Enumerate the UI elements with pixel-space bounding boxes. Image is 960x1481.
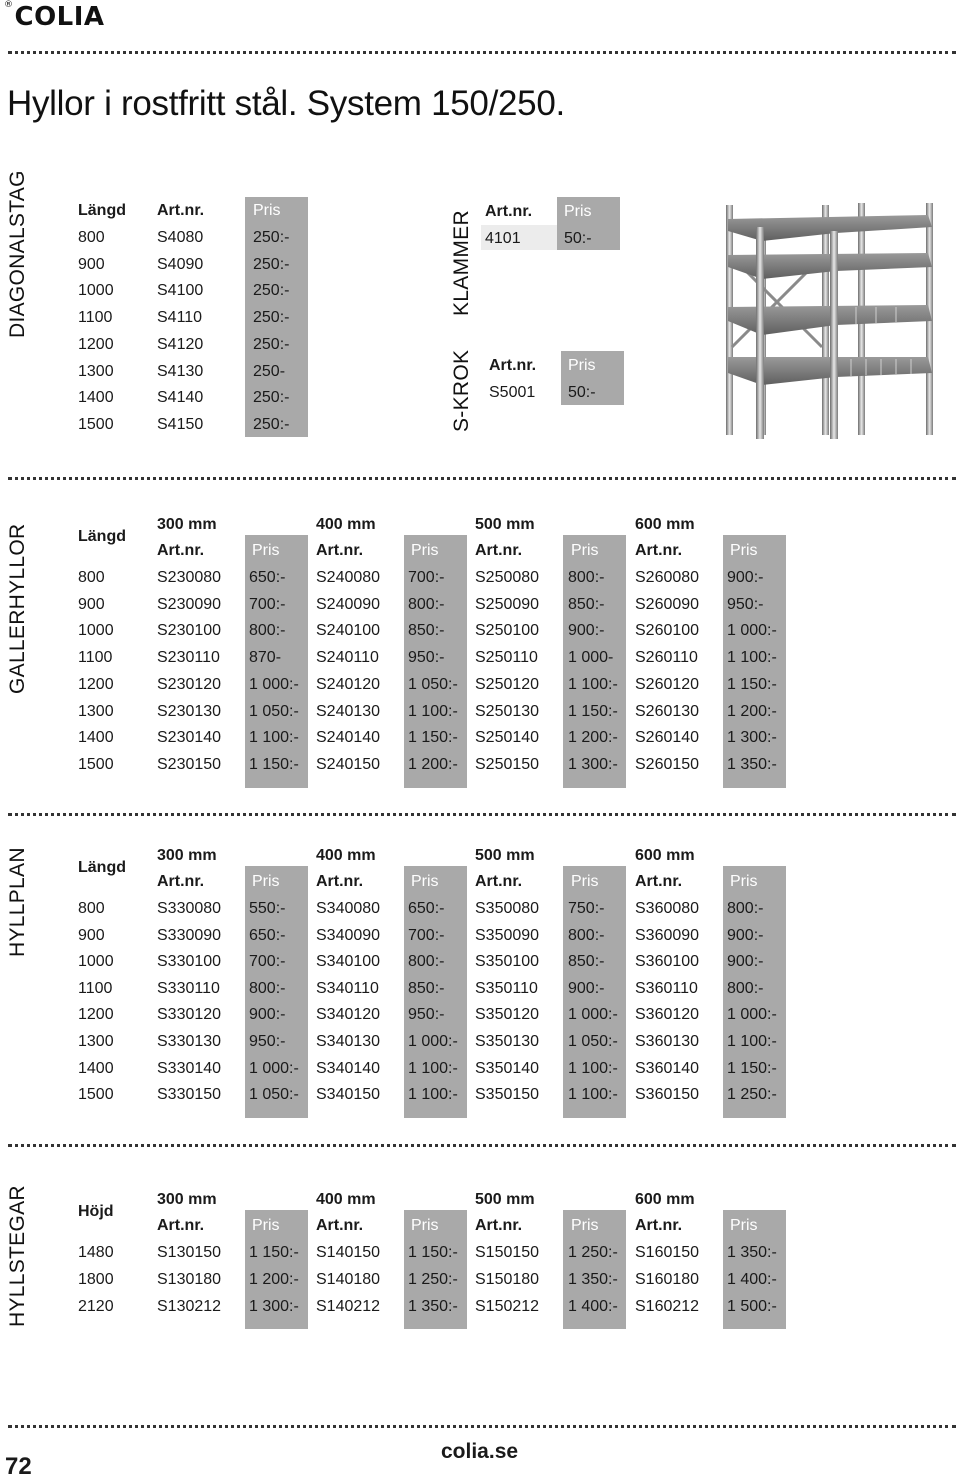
s-krok-art-value: S5001 (489, 384, 536, 401)
gallerhyllor-price-cell: 1 150:- (249, 756, 299, 773)
section-divider (8, 813, 956, 816)
section-label-hyllplan: HYLLPLAN (6, 847, 29, 957)
diagonalstag-art-cell: S4090 (157, 256, 204, 273)
diagonalstag-price-cell: 250:- (253, 389, 290, 406)
hyllstegar-price-cell: 1 250:- (408, 1271, 458, 1288)
hyllplan-art-cell: S350120 (475, 1006, 540, 1023)
diagonalstag-length-cell: 1200 (78, 336, 114, 353)
hyllplan-size-header: 600 mm (635, 847, 695, 864)
diagonalstag-art-cell: S4130 (157, 363, 204, 380)
hyllplan-art-cell: S350090 (475, 927, 540, 944)
hyllstegar-art-cell: S130212 (157, 1298, 222, 1315)
gallerhyllor-length-header: Längd (78, 528, 126, 545)
hyllstegar-price-cell: 1 400:- (727, 1271, 777, 1288)
hyllstegar-length-cell: 1800 (78, 1271, 114, 1288)
diagonalstag-price-cell: 250:- (253, 336, 290, 353)
gallerhyllor-price-cell: 870- (249, 649, 282, 666)
gallerhyllor-art-cell: S240130 (316, 703, 381, 720)
hyllplan-price-cell: 900:- (249, 1006, 286, 1023)
hyllstegar-price-cell: 1 250:- (568, 1244, 618, 1261)
section-divider (8, 1144, 956, 1147)
klammer-art-header: Art.nr. (485, 203, 533, 220)
hyllstegar-price-cell: 1 350:- (568, 1271, 618, 1288)
hyllplan-art-cell: S360090 (635, 927, 700, 944)
gallerhyllor-art-cell: S250110 (475, 649, 538, 666)
hyllplan-price-cell: 800:- (408, 953, 445, 970)
gallerhyllor-art-cell: S240090 (316, 596, 381, 613)
hyllplan-art-cell: S360080 (635, 900, 700, 917)
hyllstegar-price-cell: 1 300:- (249, 1298, 299, 1315)
diagonalstag-length-cell: 1300 (78, 363, 114, 380)
section-label-hyllstegar: HYLLSTEGAR (6, 1185, 29, 1327)
diagonalstag-art-cell: S4120 (157, 336, 204, 353)
hyllplan-price-cell: 650:- (408, 900, 445, 917)
s-krok-art-header: Art.nr. (489, 357, 537, 374)
hyllstegar-price-header: Pris (571, 1217, 599, 1234)
gallerhyllor-art-cell: S230150 (157, 756, 222, 773)
hyllstegar-price-cell: 1 400:- (568, 1298, 618, 1315)
gallerhyllor-price-cell: 1 100:- (568, 676, 618, 693)
hyllstegar-price-cell: 1 200:- (249, 1271, 299, 1288)
gallerhyllor-price-cell: 1 150:- (568, 703, 618, 720)
gallerhyllor-length-cell: 1400 (78, 729, 114, 746)
diagonalstag-length-cell: 1500 (78, 416, 114, 433)
section-label-diagonalstag: DIAGONALSTAG (6, 170, 29, 338)
hyllplan-price-header: Pris (571, 873, 599, 890)
hyllplan-art-cell: S340130 (316, 1033, 381, 1050)
hyllplan-art-cell: S360100 (635, 953, 700, 970)
hyllplan-price-cell: 550:- (249, 900, 286, 917)
gallerhyllor-art-cell: S230130 (157, 703, 222, 720)
hyllplan-price-cell: 750:- (568, 900, 605, 917)
hyllstegar-length-cell: 2120 (78, 1298, 114, 1315)
hyllplan-length-cell: 800 (78, 900, 105, 917)
hyllplan-price-cell: 1 250:- (727, 1086, 777, 1103)
gallerhyllor-price-header: Pris (730, 542, 758, 559)
diagonalstag-length-cell: 1000 (78, 282, 114, 299)
hyllplan-art-cell: S330150 (157, 1086, 222, 1103)
gallerhyllor-art-cell: S230090 (157, 596, 222, 613)
hyllplan-price-cell: 1 100:- (568, 1086, 618, 1103)
hyllplan-price-cell: 1 000:- (408, 1033, 458, 1050)
hyllstegar-size-header: 600 mm (635, 1191, 695, 1208)
diagonalstag-price-cell: 250:- (253, 416, 290, 433)
hyllplan-art-cell: S350140 (475, 1060, 540, 1077)
hyllstegar-size-header: 500 mm (475, 1191, 535, 1208)
gallerhyllor-price-cell: 850:- (568, 596, 605, 613)
gallerhyllor-art-cell: S240120 (316, 676, 381, 693)
page-title: Hyllor i rostfritt stål. System 150/250. (7, 84, 565, 123)
gallerhyllor-price-cell: 1 300:- (727, 729, 777, 746)
s-krok-price-header: Pris (568, 357, 596, 374)
gallerhyllor-price-cell: 1 000- (568, 649, 614, 666)
hyllplan-art-cell: S330120 (157, 1006, 222, 1023)
hyllplan-art-cell: S350100 (475, 953, 540, 970)
colia-logo: ®COLIA (4, 0, 105, 32)
hyllplan-art-cell: S360130 (635, 1033, 700, 1050)
hyllplan-art-cell: S330100 (157, 953, 222, 970)
hyllstegar-art-cell: S140212 (316, 1298, 381, 1315)
hyllstegar-length-header: Höjd (78, 1203, 114, 1220)
hyllplan-price-cell: 850:- (568, 953, 605, 970)
gallerhyllor-art-cell: S230140 (157, 729, 222, 746)
hyllstegar-art-cell: S150212 (475, 1298, 540, 1315)
gallerhyllor-price-header: Pris (571, 542, 599, 559)
gallerhyllor-price-cell: 1 200:- (727, 703, 777, 720)
klammer-art-value: 4101 (485, 230, 521, 247)
gallerhyllor-art-cell: S230110 (157, 649, 220, 666)
gallerhyllor-price-cell: 950:- (408, 649, 445, 666)
hyllstegar-art-cell: S140150 (316, 1244, 381, 1261)
hyllstegar-price-cell: 1 500:- (727, 1298, 777, 1315)
diagonalstag-length-cell: 1100 (78, 309, 113, 326)
hyllplan-art-cell: S330110 (157, 980, 220, 997)
section-divider (8, 477, 956, 480)
gallerhyllor-price-cell: 1 200:- (568, 729, 618, 746)
hyllplan-art-cell: S340110 (316, 980, 379, 997)
hyllplan-art-cell: S340140 (316, 1060, 381, 1077)
s-krok-price-value: 50:- (568, 384, 596, 401)
gallerhyllor-price-cell: 800:- (408, 596, 445, 613)
hyllplan-art-header: Art.nr. (316, 873, 364, 890)
gallerhyllor-price-cell: 650:- (249, 569, 286, 586)
gallerhyllor-length-cell: 1200 (78, 676, 114, 693)
hyllplan-price-cell: 950:- (249, 1033, 286, 1050)
hyllplan-art-header: Art.nr. (635, 873, 683, 890)
diagonalstag-length-cell: 900 (78, 256, 105, 273)
hyllstegar-art-header: Art.nr. (635, 1217, 683, 1234)
hyllplan-art-cell: S340090 (316, 927, 381, 944)
diagonalstag-price-cell: 250:- (253, 282, 290, 299)
gallerhyllor-length-cell: 1000 (78, 622, 114, 639)
gallerhyllor-length-cell: 1300 (78, 703, 114, 720)
gallerhyllor-art-cell: S250120 (475, 676, 540, 693)
hyllstegar-price-cell: 1 350:- (727, 1244, 777, 1261)
diagonalstag-art-cell: S4080 (157, 229, 204, 246)
hyllplan-price-cell: 1 100:- (408, 1086, 458, 1103)
gallerhyllor-price-cell: 800:- (249, 622, 286, 639)
hyllplan-length-cell: 1500 (78, 1086, 114, 1103)
hyllstegar-art-header: Art.nr. (475, 1217, 523, 1234)
gallerhyllor-price-cell: 900:- (727, 569, 764, 586)
hyllplan-length-header: Längd (78, 859, 126, 876)
gallerhyllor-price-cell: 1 200:- (408, 756, 458, 773)
gallerhyllor-art-cell: S240100 (316, 622, 381, 639)
hyllplan-art-cell: S350080 (475, 900, 540, 917)
hyllplan-length-cell: 900 (78, 927, 105, 944)
hyllplan-price-cell: 1 100:- (568, 1060, 618, 1077)
hyllplan-art-cell: S360120 (635, 1006, 700, 1023)
hyllplan-art-cell: S340080 (316, 900, 381, 917)
diagonalstag-art-cell: S4150 (157, 416, 204, 433)
hyllplan-price-cell: 950:- (408, 1006, 445, 1023)
diagonalstag-length-header: Längd (78, 202, 126, 219)
hyllplan-length-cell: 1200 (78, 1006, 114, 1023)
hyllplan-price-cell: 900:- (727, 927, 764, 944)
hyllstegar-price-header: Pris (411, 1217, 439, 1234)
hyllplan-price-cell: 1 000:- (568, 1006, 618, 1023)
hyllplan-art-cell: S340100 (316, 953, 381, 970)
gallerhyllor-art-cell: S250100 (475, 622, 540, 639)
hyllplan-price-cell: 1 150:- (727, 1060, 777, 1077)
gallerhyllor-art-cell: S260120 (635, 676, 700, 693)
hyllplan-price-header: Pris (730, 873, 758, 890)
hyllplan-art-header: Art.nr. (157, 873, 205, 890)
gallerhyllor-size-header: 400 mm (316, 516, 376, 533)
hyllstegar-price-cell: 1 350:- (408, 1298, 458, 1315)
diagonalstag-length-cell: 800 (78, 229, 105, 246)
hyllplan-price-header: Pris (411, 873, 439, 890)
gallerhyllor-art-cell: S250090 (475, 596, 540, 613)
diagonalstag-price-cell: 250:- (253, 309, 290, 326)
gallerhyllor-price-header: Pris (411, 542, 439, 559)
top-dotted-divider (8, 51, 956, 54)
hyllplan-price-cell: 800:- (727, 900, 764, 917)
gallerhyllor-price-cell: 1 350:- (727, 756, 777, 773)
hyllstegar-art-cell: S130150 (157, 1244, 222, 1261)
hyllplan-length-cell: 1300 (78, 1033, 114, 1050)
gallerhyllor-art-header: Art.nr. (316, 542, 364, 559)
diagonalstag-price-header: Pris (253, 202, 281, 219)
hyllplan-art-cell: S340150 (316, 1086, 381, 1103)
section-label-s-krok: S-KROK (450, 349, 473, 432)
diagonalstag-art-header: Art.nr. (157, 202, 205, 219)
gallerhyllor-length-cell: 900 (78, 596, 105, 613)
hyllplan-art-cell: S360140 (635, 1060, 700, 1077)
gallerhyllor-art-cell: S250140 (475, 729, 540, 746)
hyllplan-price-cell: 1 050:- (568, 1033, 618, 1050)
klammer-price-header: Pris (564, 203, 592, 220)
page-number: 72 (5, 1453, 32, 1480)
hyllplan-art-cell: S360110 (635, 980, 698, 997)
hyllstegar-length-cell: 1480 (78, 1244, 114, 1261)
hyllplan-price-cell: 700:- (408, 927, 445, 944)
gallerhyllor-art-cell: S230100 (157, 622, 222, 639)
hyllstegar-price-header: Pris (730, 1217, 758, 1234)
gallerhyllor-art-cell: S240080 (316, 569, 381, 586)
hyllstegar-art-cell: S160212 (635, 1298, 700, 1315)
hyllplan-art-cell: S350150 (475, 1086, 540, 1103)
gallerhyllor-art-cell: S260090 (635, 596, 700, 613)
gallerhyllor-art-cell: S240110 (316, 649, 379, 666)
hyllplan-price-cell: 800:- (727, 980, 764, 997)
gallerhyllor-art-cell: S230080 (157, 569, 222, 586)
gallerhyllor-price-cell: 1 050:- (249, 703, 299, 720)
gallerhyllor-art-cell: S240150 (316, 756, 381, 773)
hyllplan-price-cell: 700:- (249, 953, 286, 970)
gallerhyllor-art-cell: S260080 (635, 569, 700, 586)
gallerhyllor-art-header: Art.nr. (475, 542, 523, 559)
hyllplan-length-cell: 1400 (78, 1060, 114, 1077)
gallerhyllor-art-header: Art.nr. (635, 542, 683, 559)
gallerhyllor-price-cell: 900:- (568, 622, 605, 639)
gallerhyllor-price-cell: 1 000:- (727, 622, 777, 639)
hyllplan-art-cell: S330130 (157, 1033, 222, 1050)
hyllstegar-price-cell: 1 150:- (408, 1244, 458, 1261)
section-label-gallerhyllor: GALLERHYLLOR (6, 523, 29, 694)
gallerhyllor-price-cell: 850:- (408, 622, 445, 639)
hyllstegar-art-cell: S150180 (475, 1271, 540, 1288)
hyllplan-price-cell: 900:- (568, 980, 605, 997)
hyllplan-price-header: Pris (252, 873, 280, 890)
hyllstegar-price-header: Pris (252, 1217, 280, 1234)
hyllstegar-art-cell: S140180 (316, 1271, 381, 1288)
hyllplan-art-cell: S330090 (157, 927, 222, 944)
diagonalstag-art-cell: S4110 (157, 309, 203, 326)
hyllplan-art-cell: S330140 (157, 1060, 222, 1077)
gallerhyllor-price-cell: 1 050:- (408, 676, 458, 693)
gallerhyllor-size-header: 500 mm (475, 516, 535, 533)
gallerhyllor-art-cell: S260150 (635, 756, 700, 773)
hyllplan-art-cell: S350130 (475, 1033, 540, 1050)
hyllplan-size-header: 400 mm (316, 847, 376, 864)
hyllstegar-price-cell: 1 150:- (249, 1244, 299, 1261)
gallerhyllor-price-cell: 1 150:- (408, 729, 458, 746)
hyllplan-length-cell: 1000 (78, 953, 114, 970)
hyllplan-price-cell: 650:- (249, 927, 286, 944)
hyllstegar-size-header: 400 mm (316, 1191, 376, 1208)
gallerhyllor-price-cell: 700:- (249, 596, 286, 613)
hyllplan-price-cell: 1 050:- (249, 1086, 299, 1103)
gallerhyllor-length-cell: 1500 (78, 756, 114, 773)
hyllplan-price-cell: 1 100:- (408, 1060, 458, 1077)
gallerhyllor-price-cell: 1 000:- (249, 676, 299, 693)
hyllplan-art-cell: S330080 (157, 900, 222, 917)
hyllplan-art-cell: S350110 (475, 980, 538, 997)
section-label-klammer: KLAMMER (450, 210, 473, 316)
gallerhyllor-art-cell: S230120 (157, 676, 222, 693)
gallerhyllor-length-cell: 800 (78, 569, 105, 586)
hyllplan-price-cell: 1 000:- (249, 1060, 299, 1077)
corner-shelving-image (716, 197, 946, 442)
gallerhyllor-art-cell: S250130 (475, 703, 540, 720)
diagonalstag-length-cell: 1400 (78, 389, 114, 406)
hyllstegar-size-header: 300 mm (157, 1191, 217, 1208)
diagonalstag-price-cell: 250:- (253, 256, 290, 273)
gallerhyllor-price-cell: 1 150:- (727, 676, 777, 693)
hyllplan-price-cell: 1 100:- (727, 1033, 777, 1050)
diagonalstag-art-cell: S4140 (157, 389, 204, 406)
gallerhyllor-art-cell: S240140 (316, 729, 381, 746)
gallerhyllor-art-cell: S250080 (475, 569, 540, 586)
hyllplan-size-header: 500 mm (475, 847, 535, 864)
hyllplan-size-header: 300 mm (157, 847, 217, 864)
gallerhyllor-art-header: Art.nr. (157, 542, 205, 559)
gallerhyllor-length-cell: 1100 (78, 649, 113, 666)
website-url: colia.se (441, 1440, 519, 1463)
gallerhyllor-art-cell: S260140 (635, 729, 700, 746)
hyllstegar-art-cell: S130180 (157, 1271, 222, 1288)
gallerhyllor-size-header: 600 mm (635, 516, 695, 533)
gallerhyllor-price-cell: 1 100:- (727, 649, 777, 666)
gallerhyllor-price-header: Pris (252, 542, 280, 559)
bottom-dotted-divider (8, 1425, 956, 1428)
gallerhyllor-price-cell: 950:- (727, 596, 764, 613)
gallerhyllor-price-cell: 1 300:- (568, 756, 618, 773)
hyllplan-art-cell: S340120 (316, 1006, 381, 1023)
hyllplan-price-cell: 800:- (568, 927, 605, 944)
gallerhyllor-art-cell: S260130 (635, 703, 700, 720)
gallerhyllor-art-cell: S260110 (635, 649, 698, 666)
hyllstegar-art-header: Art.nr. (157, 1217, 205, 1234)
gallerhyllor-price-cell: 800:- (568, 569, 605, 586)
gallerhyllor-price-cell: 1 100:- (408, 703, 458, 720)
hyllstegar-art-cell: S160150 (635, 1244, 700, 1261)
hyllplan-price-cell: 1 000:- (727, 1006, 777, 1023)
hyllplan-length-cell: 1100 (78, 980, 113, 997)
hyllplan-art-cell: S360150 (635, 1086, 700, 1103)
diagonalstag-price-cell: 250:- (253, 229, 290, 246)
diagonalstag-art-cell: S4100 (157, 282, 204, 299)
klammer-price-value: 50:- (564, 230, 592, 247)
hyllplan-price-cell: 900:- (727, 953, 764, 970)
hyllplan-price-cell: 800:- (249, 980, 286, 997)
gallerhyllor-price-cell: 700:- (408, 569, 445, 586)
hyllstegar-art-cell: S160180 (635, 1271, 700, 1288)
hyllplan-price-cell: 850:- (408, 980, 445, 997)
gallerhyllor-art-cell: S260100 (635, 622, 700, 639)
gallerhyllor-size-header: 300 mm (157, 516, 217, 533)
hyllstegar-art-header: Art.nr. (316, 1217, 364, 1234)
hyllstegar-art-cell: S150150 (475, 1244, 540, 1261)
hyllplan-art-header: Art.nr. (475, 873, 523, 890)
diagonalstag-price-cell: 250- (253, 363, 286, 380)
gallerhyllor-art-cell: S250150 (475, 756, 540, 773)
gallerhyllor-price-cell: 1 100:- (249, 729, 299, 746)
